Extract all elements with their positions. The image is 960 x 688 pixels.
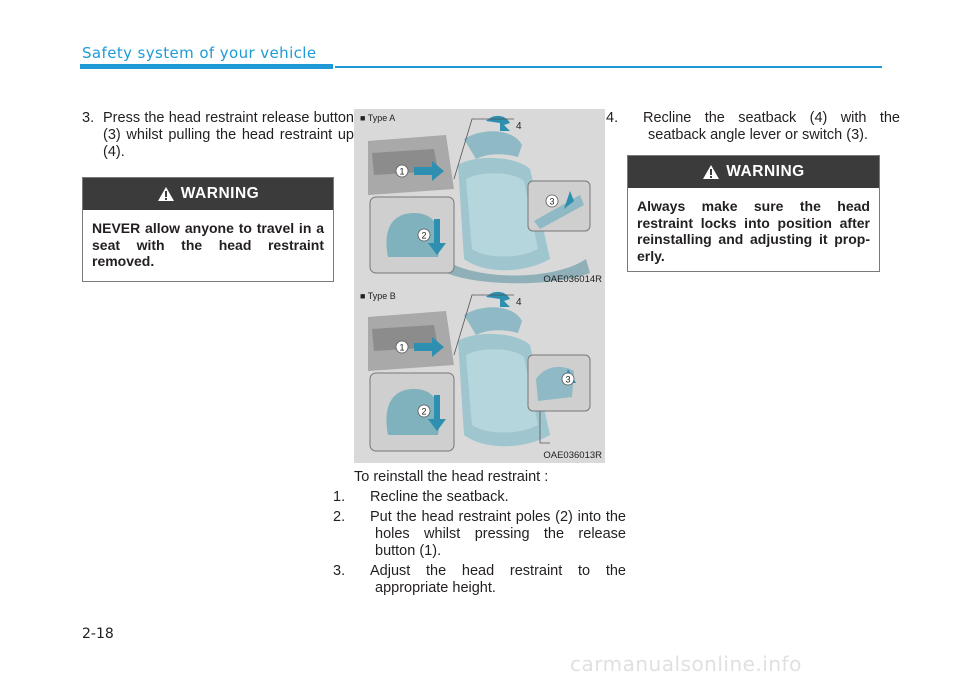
svg-text:4: 4 (516, 297, 522, 308)
svg-text:1: 1 (399, 166, 405, 177)
reinstall-intro: To reinstall the head restraint : (354, 469, 549, 485)
warning-heading: WARNING (180, 185, 260, 202)
header-rule-thick (80, 64, 333, 69)
svg-text:2: 2 (421, 230, 427, 241)
reinstall-step-3 (333, 563, 626, 597)
figure-code: OAE036013R (543, 450, 602, 461)
page-number: 2-18 (82, 626, 114, 642)
svg-text:1: 1 (399, 342, 405, 353)
warning-box-left (82, 177, 334, 282)
warning-body: NEVER allow anyone to travel in a seat with the head restraint removed. (92, 220, 324, 269)
step-number: 1. (333, 489, 346, 505)
warning-body: Always make sure the head restraint locks into position after reinstalling and adjusting it prop-erly. (637, 198, 870, 264)
section-title: Safety system of your vehicle (82, 44, 317, 62)
svg-text:4: 4 (516, 121, 522, 132)
seat-illustration-b (354, 287, 605, 463)
step-text: Put the head restraint poles (2) into the holes whilst pressing the release button (1). (370, 509, 626, 559)
figure-label: ■ Type A (360, 113, 396, 123)
warning-triangle-icon (157, 186, 175, 202)
figure-label: ■ Type B (360, 291, 396, 301)
step-number: 3. (333, 563, 346, 579)
watermark: carmanualsonline.info (570, 652, 802, 676)
step-number: 4. (606, 110, 619, 126)
warning-header (628, 156, 879, 188)
svg-text:3: 3 (549, 196, 555, 207)
seat-illustration-a (354, 109, 605, 287)
step-number: 3. (82, 110, 95, 126)
step-text: Recline the seatback. (370, 489, 509, 505)
step-text: Adjust the head restraint to the appropriate height. (370, 563, 626, 596)
reinstall-step-1 (333, 489, 626, 506)
svg-text:2: 2 (421, 406, 427, 417)
figure-code: OAE036014R (543, 274, 602, 285)
step-3-release (82, 110, 354, 161)
step-text: Press the head restraint release button (3) whilst pulling the head restraint up (4). (103, 110, 354, 160)
svg-text:3: 3 (565, 374, 571, 385)
step-text: Recline the seatback (4) with the seatback angle lever or switch (3). (643, 110, 900, 143)
reinstall-step-2 (333, 509, 626, 560)
figure-type-a (354, 109, 605, 287)
warning-box-right (627, 155, 880, 272)
warning-triangle-icon (702, 164, 720, 180)
step-4-recline (606, 110, 900, 144)
figure-type-b (354, 287, 605, 463)
step-number: 2. (333, 509, 346, 525)
warning-header (83, 178, 333, 210)
warning-heading: WARNING (726, 163, 805, 180)
header-rule-thin (335, 66, 882, 68)
